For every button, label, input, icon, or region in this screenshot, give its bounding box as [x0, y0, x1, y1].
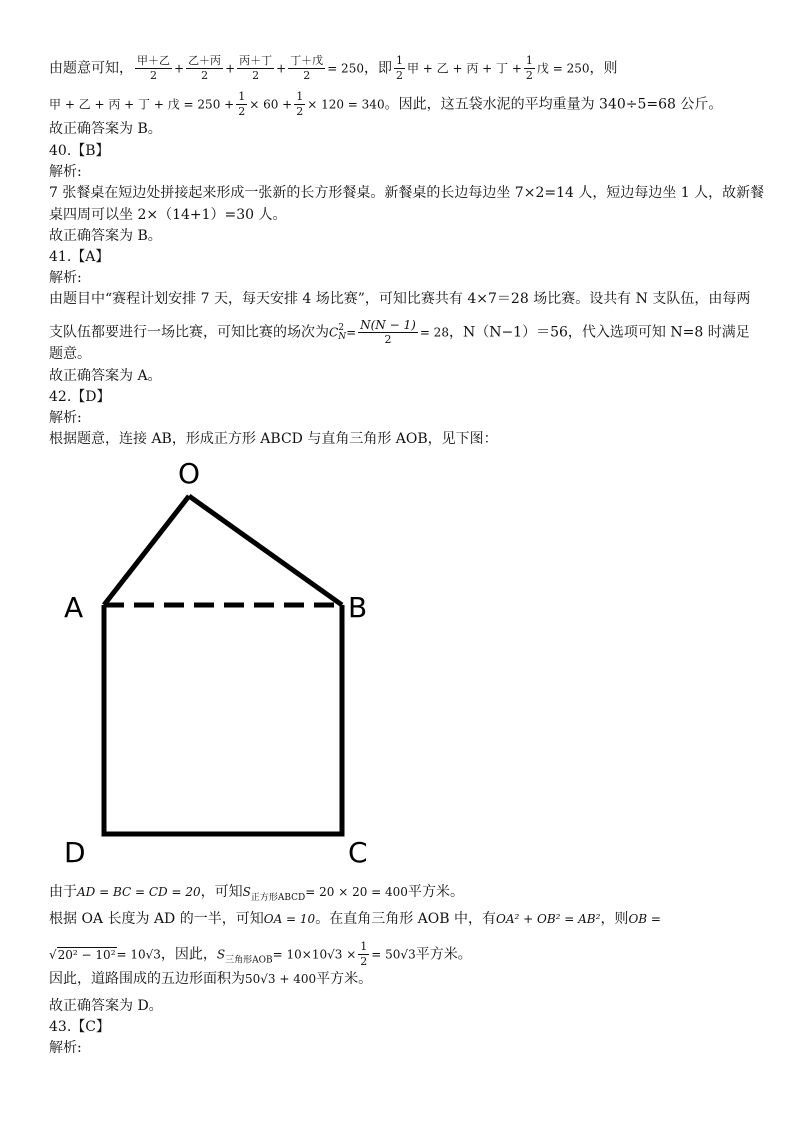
q42-jiexi: 解析:	[49, 410, 82, 426]
q41-line3: 题意。	[49, 346, 91, 362]
q41-conclusion: 故正确答案为 A。	[49, 368, 162, 384]
q43-jiexi: 解析:	[49, 1040, 82, 1056]
label-B: B	[348, 591, 368, 624]
q40-line1: 7 张餐桌在短边处拼接起来形成一张新的长方形餐桌。新餐桌的长边每边坐 7×2=14 人，短边每边坐 1 人，故新餐	[49, 185, 765, 201]
q41-number: 41.【A】	[49, 249, 110, 265]
label-O: O	[178, 457, 201, 490]
q40-jiexi: 解析:	[49, 164, 82, 180]
geometry-figure	[0, 450, 800, 880]
fraction: $\frac{1}{2}$	[238, 90, 246, 118]
q41-line2: 支队伍都要进行一场比赛，可知比赛的场次为C 2 N = $\frac{N(N - 1)}{2}$ = 28，N（N−1）＝56，代入选项可知 N=8 时满足	[49, 318, 750, 346]
q41-line1: 由题目中“赛程计划安排 7 天，每天安排 4 场比赛”，可知比赛共有 4×7＝28 场比赛。设共有 N 支队伍，由每两	[49, 291, 751, 307]
q43-number: 43.【C】	[49, 1019, 110, 1035]
q42-line3: √20² − 10²= 10√3，因此，$S_{三角形AOB}= 10\times 10√3$ × $\frac{1}{2}$ = 50√3平方米。	[49, 940, 472, 968]
q42-line1: 由于AD = BC = CD = 20，可知$S_{正方形ABCD}= 20 \times 20 = 400$平方米。	[49, 884, 464, 903]
fraction: $\frac{N(N - 1)}{2}$	[360, 318, 416, 346]
q40-line2: 桌四周可以坐 2×（14+1）=30 人。	[49, 207, 287, 223]
edge-OA	[104, 496, 189, 605]
q41-jiexi: 解析:	[49, 270, 82, 286]
fraction: $\frac{\text{丁＋戊}}{2}$	[290, 54, 324, 82]
fraction: $\frac{1}{2}$	[296, 90, 304, 118]
fraction: $\frac{1}{2}$	[360, 940, 368, 968]
q40-conclusion: 故正确答案为 B。	[49, 228, 162, 244]
fraction: $\frac{\text{甲＋乙}}{2}$	[137, 54, 170, 82]
label-D: D	[64, 836, 86, 869]
q42-intro: 根据题意，连接 AB，形成正方形 ABCD 与直角三角形 AOB，见下图：	[49, 431, 498, 447]
q42-line4: 因此，道路围成的五边形面积为50√3 + 400平方米。	[49, 971, 373, 987]
q42-line2: 根据 OA 长度为 AD 的一半，可知OA = 10。在直角三角形 AOB 中，有OA² + OB² = AB²，则OB =	[49, 911, 661, 927]
label-C: C	[348, 836, 368, 869]
q42-number: 42.【D】	[49, 389, 111, 405]
fraction: $\frac{\text{丙＋丁}}{2}$	[239, 54, 273, 82]
fraction: $\frac{1}{2}$	[525, 54, 533, 82]
fraction: $\frac{\text{乙＋丙}}{2}$	[188, 54, 222, 82]
label-A: A	[64, 591, 84, 624]
q39-conclusion: 故正确答案为 B。	[49, 121, 162, 137]
q39-equation-line: 由题意可知， $\frac{\text{甲＋乙}}{2}$ + $\frac{\text{乙＋丙}}{2}$ + $\frac{\text{丙＋丁}}{2}$ + $\frac{\text{丁＋戊}}{2}$ = 250，即 $\frac{1}{2}$ 甲 + 乙 + 丙 + 丁 + $\frac{1}{2}$ 戊 = 250，则	[49, 54, 618, 82]
q39-total-line: 甲 + 乙 + 丙 + 丁 + 戊 = 250 + $\frac{1}{2}$ × 60 + $\frac{1}{2}$ × 120 = 340。因此，这五袋水泥的平均重量为 340÷5=68 公斤。	[49, 90, 723, 118]
q40-number: 40.【B】	[49, 143, 110, 159]
edge-OB	[189, 496, 342, 605]
q42-conclusion: 故正确答案为 D。	[49, 998, 163, 1014]
fraction: $\frac{1}{2}$	[395, 54, 403, 82]
